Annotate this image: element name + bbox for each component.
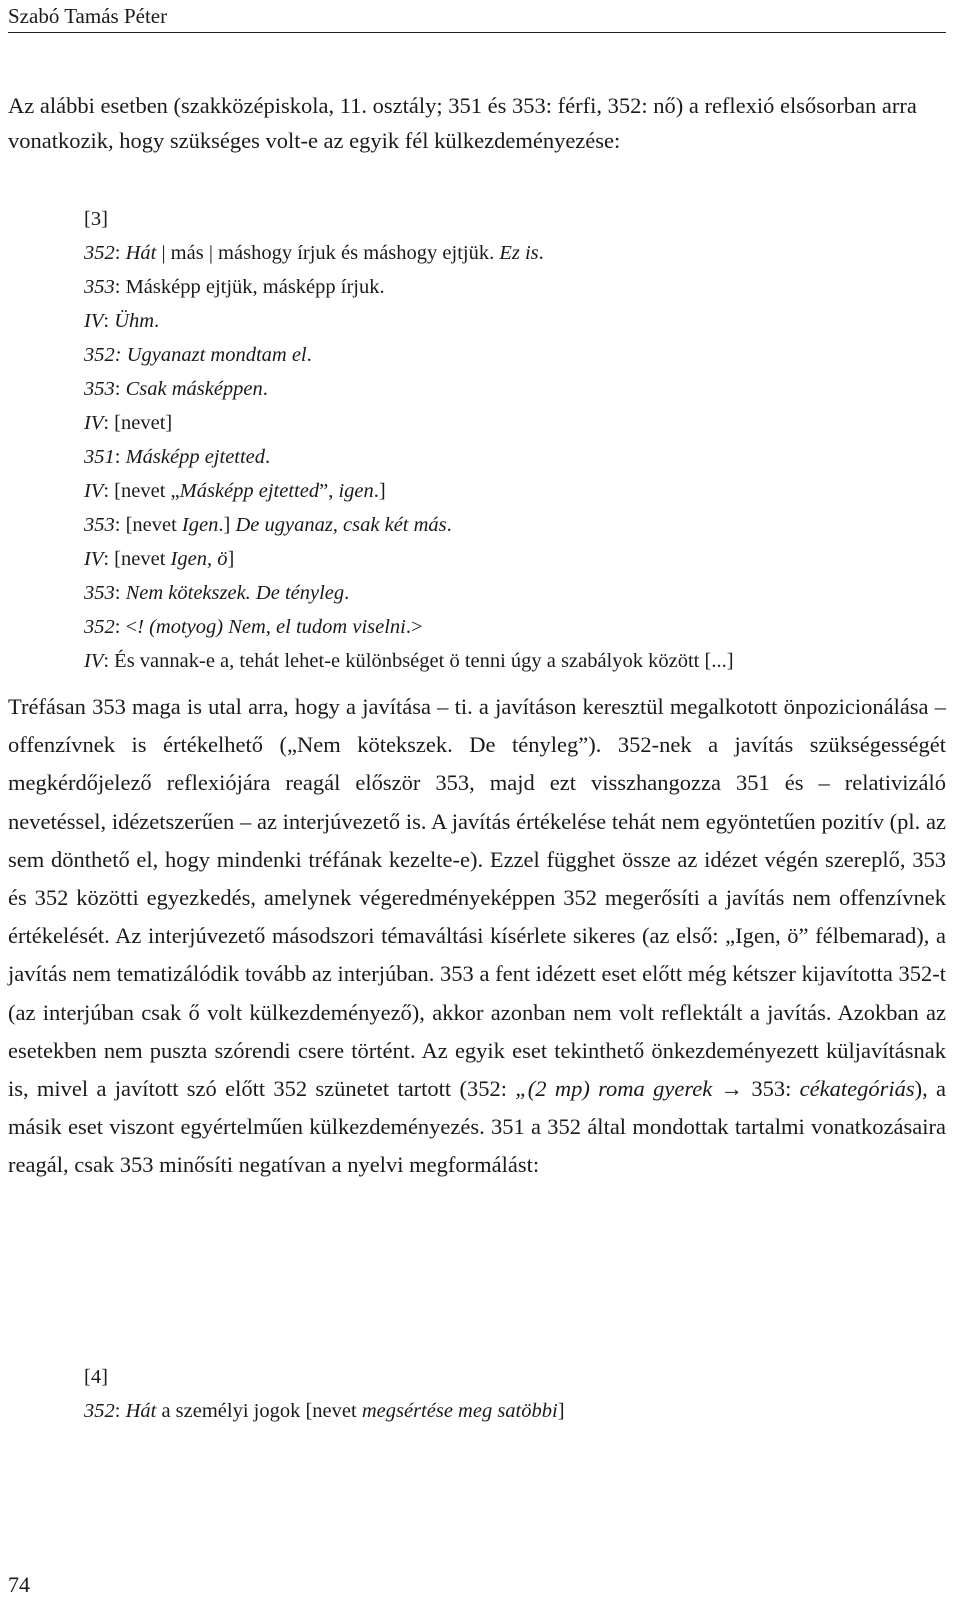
main-paragraph bbox=[8, 688, 946, 1185]
transcript-line bbox=[84, 372, 944, 406]
header-author: Szabó Tamás Péter bbox=[8, 4, 168, 28]
italic-segment: IV bbox=[84, 480, 104, 502]
italic-segment: 353 bbox=[84, 514, 115, 536]
text-segment: . bbox=[265, 446, 271, 468]
italic-segment: Csak másképpen bbox=[125, 378, 263, 400]
italic-segment: Másképp ejtetted bbox=[125, 446, 266, 468]
text-segment: : [nevet] bbox=[103, 412, 173, 434]
italic-segment: Hát bbox=[125, 242, 157, 264]
text-segment: ), a másik eset viszont egyértelműen külkezdeményezés. 351 a 352 által mondottak tartalmi vonatkozásaira reagál, csak 353 minősíti negatívan a nyelvi megformálást: bbox=[8, 1076, 946, 1178]
text-segment: : [nevet bbox=[103, 548, 171, 570]
transcript-line bbox=[84, 576, 944, 610]
transcript-line bbox=[84, 338, 944, 372]
text-segment: . bbox=[538, 242, 544, 264]
example-3-transcript bbox=[84, 202, 944, 678]
italic-segment: IV bbox=[84, 548, 104, 570]
example-label: [4] bbox=[84, 1366, 108, 1388]
transcript-lines bbox=[84, 236, 944, 678]
text-segment: : bbox=[114, 1400, 126, 1422]
text-segment: : bbox=[114, 446, 126, 468]
italic-segment: cékategóriás bbox=[799, 1076, 915, 1102]
italic-segment: ! (motyog) Nem, el tudom viselni bbox=[137, 616, 406, 638]
transcript-line bbox=[84, 406, 944, 440]
example-label: [3] bbox=[84, 208, 108, 230]
italic-segment: 352: Ugyanazt mondtam el bbox=[84, 344, 307, 366]
italic-segment: IV bbox=[84, 650, 104, 672]
italic-segment: Hát bbox=[125, 1400, 157, 1422]
text-segment: : bbox=[114, 378, 126, 400]
text-segment: a személyi jogok [nevet bbox=[156, 1400, 362, 1422]
text-segment: : [nevet „ bbox=[103, 480, 180, 502]
text-segment: .> bbox=[405, 616, 423, 638]
italic-segment: igen bbox=[338, 480, 374, 502]
transcript-line bbox=[84, 236, 944, 270]
text-segment: : Másképp ejtjük, másképp írjuk. bbox=[114, 276, 385, 298]
transcript-line bbox=[84, 270, 944, 304]
transcript-lines bbox=[84, 1394, 944, 1428]
text-segment: . bbox=[154, 310, 160, 332]
italic-segment: megsértése meg satöbbi bbox=[361, 1400, 558, 1422]
italic-segment: IV bbox=[84, 412, 104, 434]
text-segment: Tréfásan 353 maga is utal arra, hogy a javítása – ti. a javításon keresztül megalkotott önpozicionálása – offenzívnek is értékelhető („Nem kötekszek. De tényleg”). 352-nek a javítás szükségességét megkérdőjelező reflexiójára reagál először 353, majd ezt visszhangozza 351 és – relativizáló nevetéssel, idézetszerűen – az interjúvezető is. A javítás értékelése tehát nem egyöntetűen pozitív (pl. az sem dönthető el, hogy mindenki tréfának kezelte-e). Ezzel függhet össze az idézet végén szereplő, 353 és 352 közötti egyezkedés, amelynek végeredményeképpen 352 megerősíti a javítás nem offenzívnek értékelését. Az interjúvezető másodszori témaváltási kísérlete sikeres (az első: „Igen, ö” félbemarad), a javítás nem tematizálódik tovább az interjúban. 353 a fent idézett eset előtt még kétszer kijavította 352-t (az interjúban csak ő volt külkezdeményező), akkor azonban nem volt reflektált a javítás. Azokban az esetekben nem puszta szórendi csere történt. Az egyik eset tekinthető önkezdeményezett küljavításnak is, mivel a javított szó előtt 352 szünetet tartott (352: bbox=[8, 694, 946, 1102]
transcript-line bbox=[84, 644, 944, 678]
intro-paragraph: Az alábbi esetben (szakközépiskola, 11. osztály; 351 és 353: férfi, 352: nő) a reflexió elsősorban arra vonatkozik, hogy szükséges volt-e az egyik fél külkezdeményezése: bbox=[8, 93, 917, 153]
running-header bbox=[8, 0, 946, 33]
text-segment: : bbox=[114, 582, 126, 604]
text-segment: : bbox=[114, 242, 126, 264]
text-segment: : [nevet bbox=[114, 514, 182, 536]
transcript-line bbox=[84, 508, 944, 542]
italic-segment: 352 bbox=[84, 616, 115, 638]
text-segment: : < bbox=[114, 616, 138, 638]
italic-segment: Másképp ejtetted bbox=[179, 480, 320, 502]
text-segment: . bbox=[446, 514, 452, 536]
italic-segment: Igen bbox=[181, 514, 219, 536]
text-segment: : bbox=[103, 310, 115, 332]
text-segment: ”, bbox=[319, 480, 339, 502]
italic-segment: Igen, ö bbox=[170, 548, 228, 570]
italic-segment: 353 bbox=[84, 276, 115, 298]
example-4-transcript bbox=[84, 1360, 944, 1428]
text-segment: ] bbox=[557, 1400, 565, 1422]
transcript-line bbox=[84, 542, 944, 576]
italic-segment: 352 bbox=[84, 242, 115, 264]
text-segment: → 353: bbox=[712, 1076, 800, 1102]
italic-segment: 352 bbox=[84, 1400, 115, 1422]
transcript-line bbox=[84, 440, 944, 474]
italic-segment: Ühm bbox=[114, 310, 155, 332]
italic-segment: 351 bbox=[84, 446, 115, 468]
text-segment: : És vannak-e a, tehát lehet-e különbséget ö tenni úgy a szabályok között [...] bbox=[103, 650, 734, 672]
italic-segment: 353 bbox=[84, 582, 115, 604]
text-segment: .] bbox=[373, 480, 386, 502]
text-segment: .] bbox=[218, 514, 236, 536]
italic-segment: De ugyanaz, csak két más bbox=[235, 514, 447, 536]
italic-segment: 353 bbox=[84, 378, 115, 400]
text-segment: . bbox=[344, 582, 350, 604]
text-segment: ] bbox=[227, 548, 235, 570]
italic-segment: Nem kötekszek. De tényleg bbox=[125, 582, 345, 604]
italic-segment: Ez is bbox=[499, 242, 539, 264]
transcript-line bbox=[84, 304, 944, 338]
italic-segment: „(2 mp) roma gyerek bbox=[515, 1076, 713, 1102]
text-segment: | más | máshogy írjuk és máshogy ejtjük. bbox=[156, 242, 500, 264]
text-segment: . bbox=[262, 378, 268, 400]
transcript-line bbox=[84, 610, 944, 644]
page-number: 74 bbox=[8, 1572, 30, 1597]
transcript-line bbox=[84, 474, 944, 508]
text-segment: . bbox=[306, 344, 312, 366]
transcript-line bbox=[84, 1394, 944, 1428]
italic-segment: IV bbox=[84, 310, 104, 332]
